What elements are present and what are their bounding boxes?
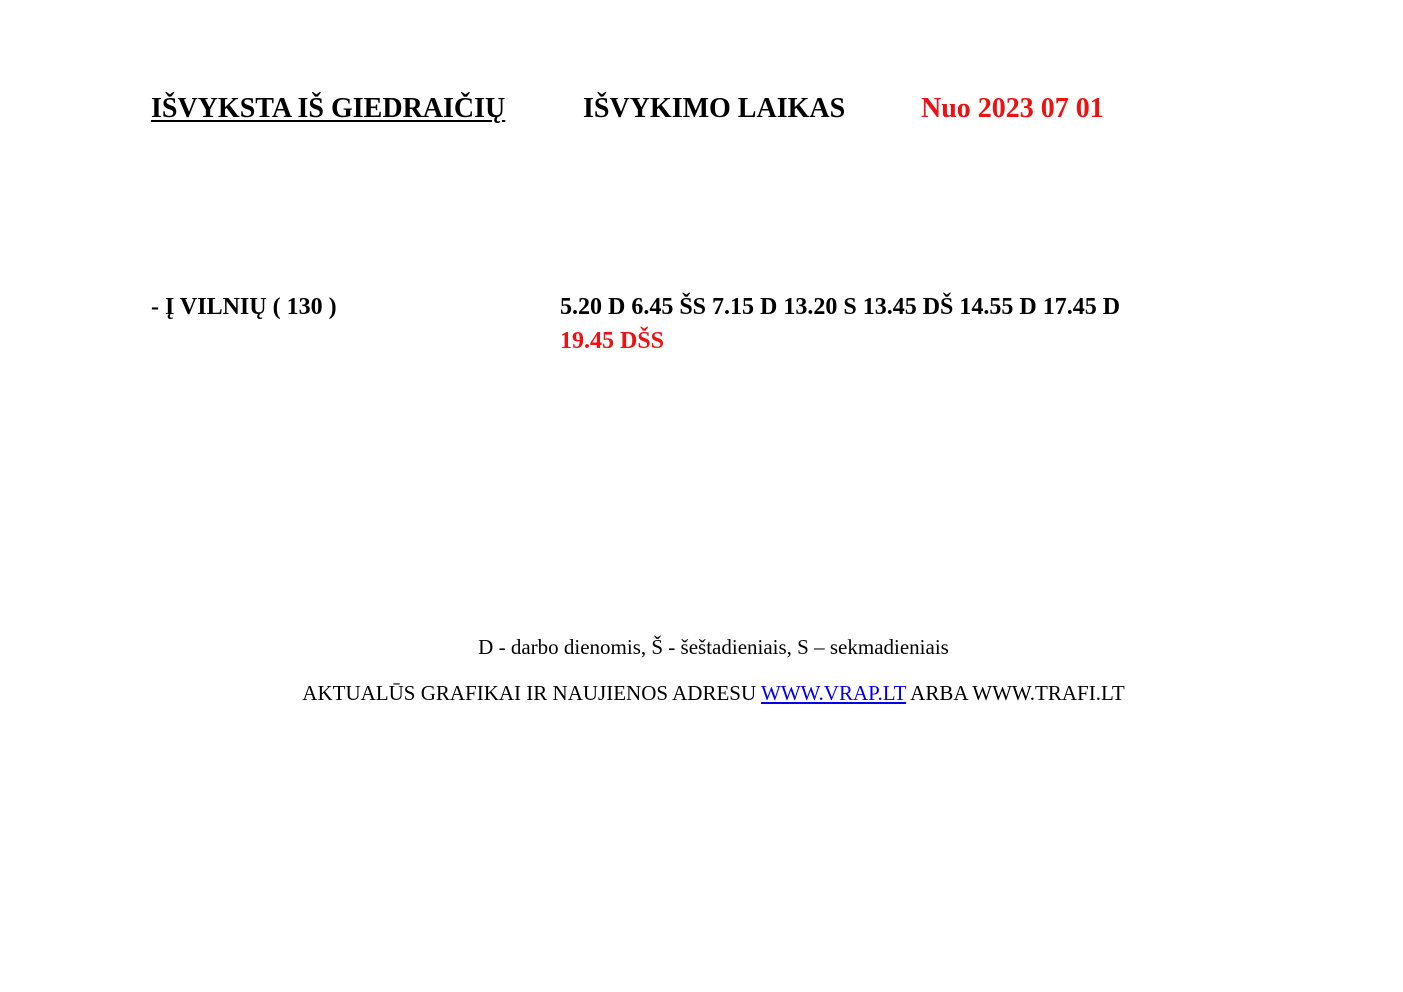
schedule-legend: D - darbo dienomis, Š - šeštadieniais, S – sekmadieniais — [478, 635, 949, 659]
footer-prefix: AKTUALŪS GRAFIKAI IR NAUJIENOS ADRESU — [302, 681, 762, 705]
vrap-link[interactable]: WWW.VRAP.LT — [761, 681, 907, 705]
route-name: - Į VILNIŲ ( 130 ) — [151, 294, 337, 320]
footer-note — [0, 678, 1403, 708]
route-times-line-highlighted: 19.45 DŠS — [560, 328, 665, 354]
footer-suffix: ARBA WWW.TRAFI.LT — [906, 681, 1125, 705]
departure-time-heading: IŠVYKIMO LAIKAS — [583, 93, 846, 124]
route-times — [560, 290, 1200, 358]
route-times-line: 5.20 D 6.45 ŠS 7.15 D 13.20 S 13.45 DŠ 14.55 D 17.45 D — [560, 294, 1121, 320]
departure-from-heading: IŠVYKSTA IŠ GIEDRAIČIŲ — [151, 93, 506, 124]
valid-from-date: Nuo 2023 07 01 — [921, 93, 1104, 124]
